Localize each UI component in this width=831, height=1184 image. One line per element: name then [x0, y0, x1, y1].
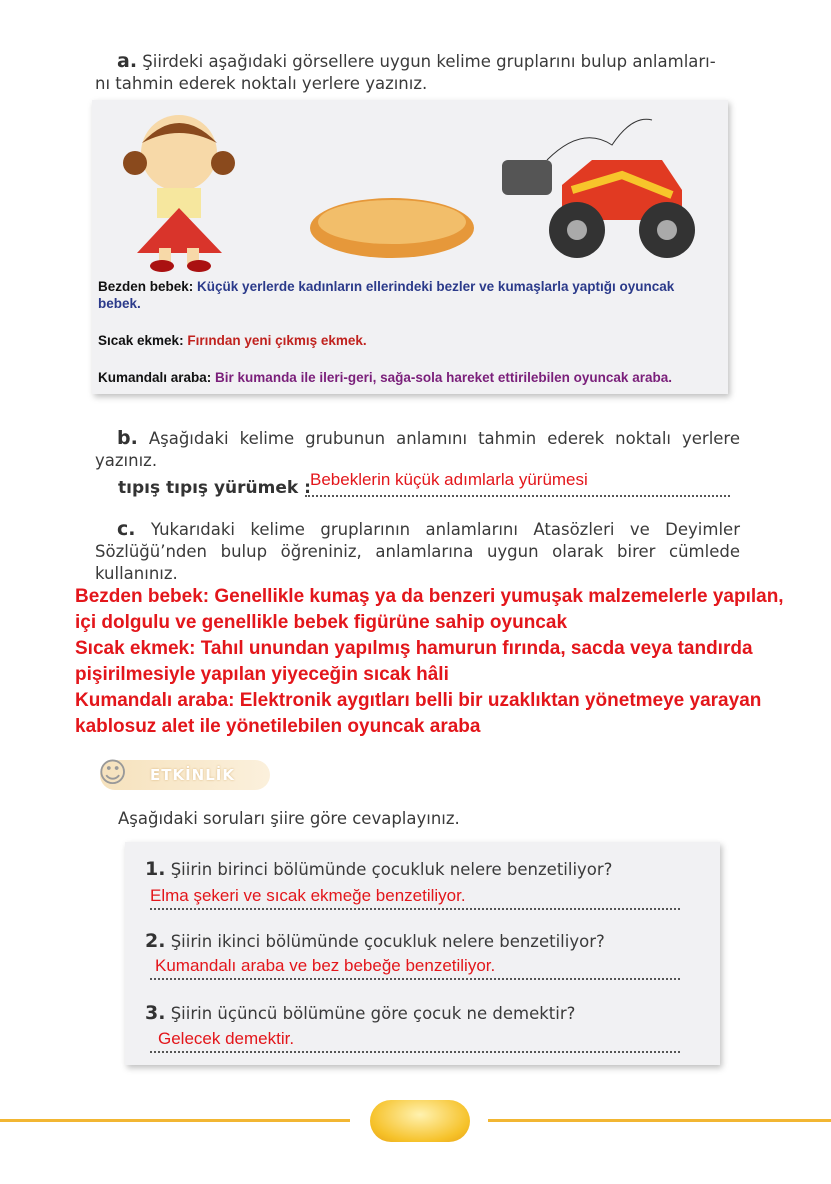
part-a-instruction: a. Şiirdeki aşağıdaki görsellere uygun kelime gruplarını bulup anlamları- nı tahmin ederek noktalı yerlere yazınız.: [95, 50, 716, 93]
footer-line-left: [0, 1119, 350, 1122]
remote-control-car-image: [502, 115, 702, 265]
rag-doll-image: [117, 108, 247, 273]
answer-line-2[interactable]: Kumandalı araba ve bez bebeğe benzetiliyor.: [150, 956, 680, 980]
part-c-answers: [75, 584, 805, 740]
definition-bezden-bebek: Bezden bebek: Küçük yerlerde kadınların ellerindeki bezler ve kumaşlarla yaptığı oyuncak bebek.: [98, 279, 675, 311]
bread-image: [307, 195, 477, 260]
answer-bezden-bebek: Bezden bebek: Genellikle kumaş ya da benzeri yumuşak malzemelerle yapılan, içi dolgulu ve genellikle bebek figürüne sahip oyuncak: [75, 586, 784, 633]
part-b-answer: Bebeklerin küçük adımlarla yürümesi: [310, 470, 588, 489]
vocabulary-box: [92, 100, 728, 394]
definition-kumandali-araba: Kumandalı araba: Bir kumanda ile ileri-geri, sağa-sola hareket ettirilebilen oyuncak araba.: [98, 370, 672, 385]
part-b-phrase: tıpış tıpış yürümek :: [118, 478, 311, 498]
mascot-icon: ☺: [98, 756, 128, 789]
answer-line-3[interactable]: Gelecek demektir.: [150, 1029, 680, 1053]
part-b-answer-line[interactable]: [305, 470, 730, 497]
page-number-pill: [370, 1100, 470, 1142]
part-c-instruction: c. Yukarıdaki kelime gruplarının anlamlarını Atasözleri ve Deyimler Sözlüğü’nden bulup öğreniniz, anlamlarına uygun olarak birer cümlede kullanınız.: [95, 518, 740, 583]
activity-instruction: Aşağıdaki soruları şiire göre cevaplayınız.: [118, 809, 460, 828]
answer-line-1[interactable]: Elma şekeri ve sıcak ekmeğe benzetiliyor.: [150, 886, 680, 910]
definition-sicak-ekmek: Sıcak ekmek: Fırından yeni çıkmış ekmek.: [98, 333, 367, 348]
footer-line-right: [488, 1119, 831, 1122]
questions-box: 1. Şiirin birinci bölümünde çocukluk nelere benzetiliyor? Elma şekeri ve sıcak ekmeğe benzetiliyor. 2. Şiirin ikinci bölümünde çocukluk nelere benzetiliyor? Kumandalı araba ve bez bebeğe benzetiliyor. 3. Şiirin üçüncü bölümüne göre çocuk ne demektir? Gelecek demektir.: [125, 842, 720, 1065]
activity-badge: ETKİNLİK ☺: [100, 760, 270, 790]
answer-kumandali-araba: Kumandalı araba: Elektronik aygıtları belli bir uzaklıktan yönetmeye yarayan kablosuz alet ile yönetilebilen oyuncak araba: [75, 690, 762, 737]
answer-sicak-ekmek: Sıcak ekmek: Tahıl unundan yapılmış hamurun fırında, sacda veya tandırda pişirilmesiyle yapılan yiyeceğin sıcak hâli: [75, 638, 753, 685]
part-b-instruction: b. Aşağıdaki kelime grubunun anlamını tahmin ederek noktalı yerlere yazınız.: [95, 427, 740, 470]
